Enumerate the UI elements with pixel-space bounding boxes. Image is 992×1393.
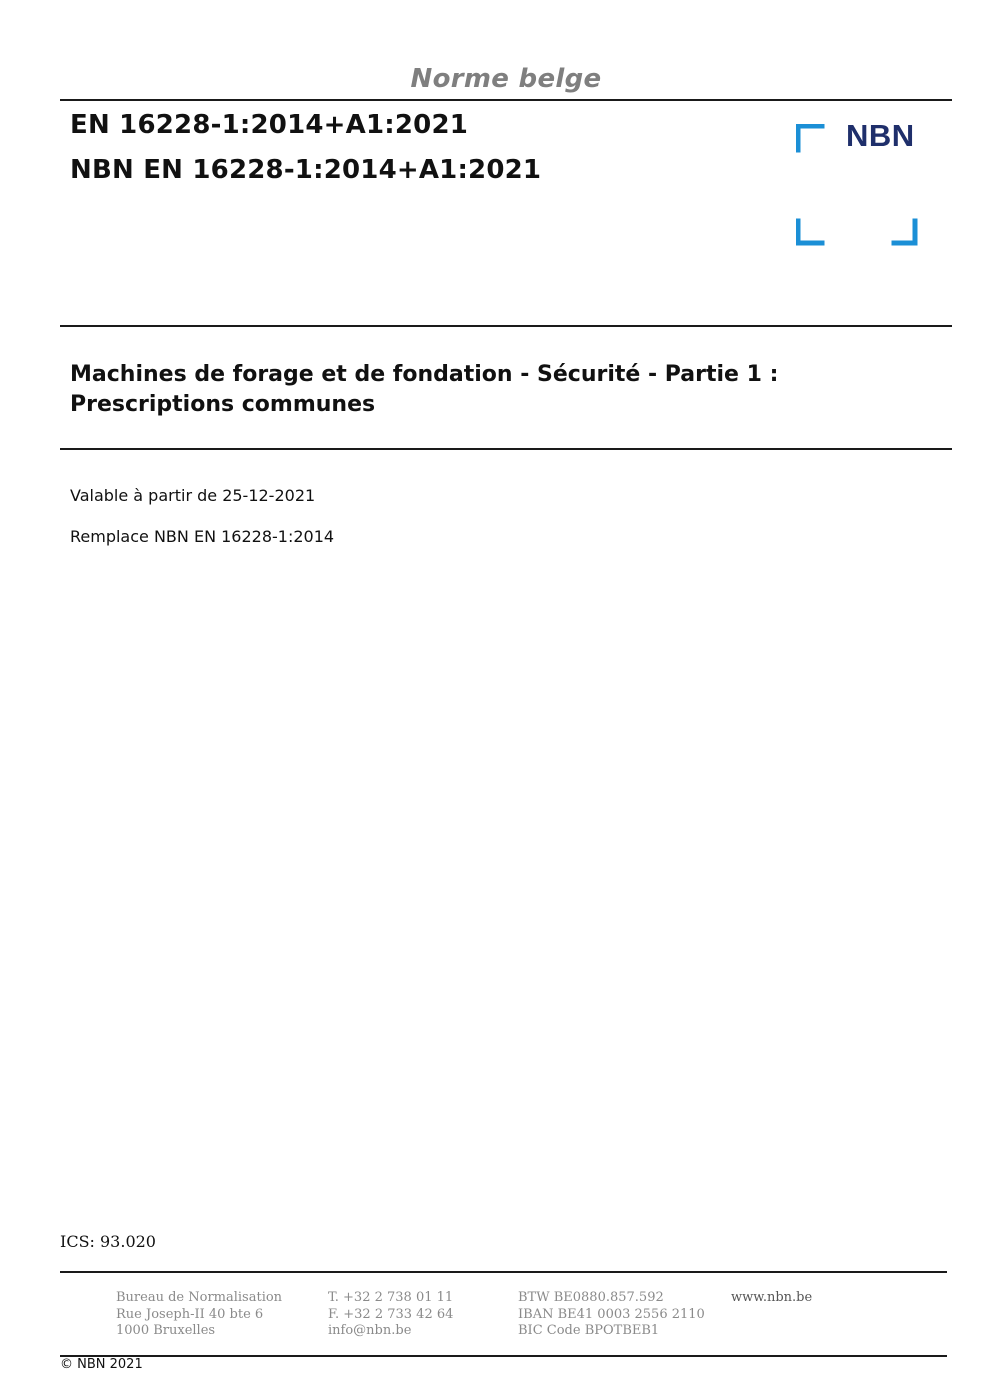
validity-date: Valable à partir de 25-12-2021 <box>70 486 316 505</box>
footer-website-link[interactable]: www.nbn.be <box>731 1290 813 1305</box>
divider <box>60 448 952 450</box>
footer-line: IBAN BE41 0003 2556 2110 <box>518 1306 705 1322</box>
divider <box>60 1271 947 1273</box>
divider <box>60 1355 947 1357</box>
divider <box>60 325 952 327</box>
footer-fax: F. +32 2 733 42 64 <box>328 1306 454 1322</box>
ics-code: ICS: 93.020 <box>60 1232 156 1251</box>
logo-text: NBN <box>846 118 915 153</box>
footer-address <box>116 1290 282 1340</box>
standard-code-en: EN 16228-1:2014+A1:2021 <box>70 110 469 140</box>
footer-contact <box>328 1290 453 1340</box>
footer-email-link[interactable]: info@nbn.be <box>328 1323 412 1338</box>
footer-line: BIC Code BPOTBEB1 <box>518 1323 660 1338</box>
footer-line: Rue Joseph-II 40 bte 6 <box>116 1306 264 1322</box>
footer-bank <box>518 1290 705 1340</box>
document-title <box>70 360 890 420</box>
header-label: Norme belge <box>410 64 602 94</box>
footer-line: BTW BE0880.857.592 <box>518 1290 664 1305</box>
divider <box>60 99 952 101</box>
standard-code-nbn: NBN EN 16228-1:2014+A1:2021 <box>70 155 542 185</box>
title-line: Machines de forage et de fondation - Sécurité - Partie 1 : <box>70 362 779 387</box>
copyright: © NBN 2021 <box>60 1357 143 1372</box>
footer-phone: T. +32 2 738 01 11 <box>328 1290 454 1305</box>
footer-line: Bureau de Normalisation <box>116 1290 283 1305</box>
footer-line: 1000 Bruxelles <box>116 1323 216 1338</box>
replaces-note: Remplace NBN EN 16228-1:2014 <box>70 527 335 546</box>
title-line: Prescriptions communes <box>70 392 376 417</box>
